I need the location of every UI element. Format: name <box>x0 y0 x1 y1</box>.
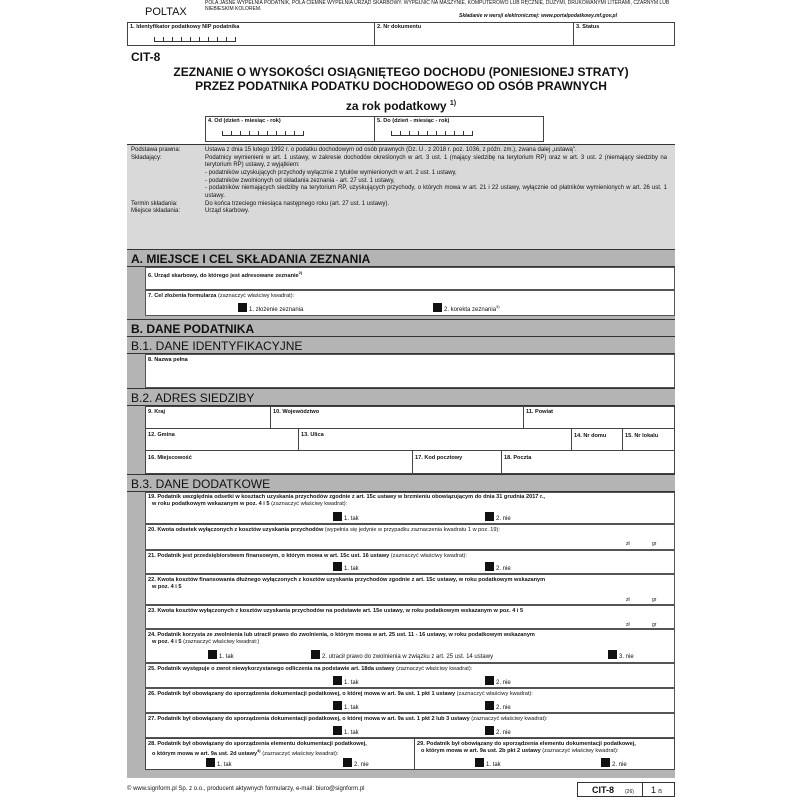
section-b1-header <box>127 337 675 354</box>
q22-zl-unit: zł <box>626 597 630 603</box>
tax-office-text: 6. Urząd skarbowy, do którego jest adresowane zeznanie <box>148 272 299 279</box>
footer-form-code-box <box>577 782 643 797</box>
q27-note: (zaznaczyć właściwy kwadrat): <box>471 716 548 722</box>
section-b2-body <box>127 406 675 474</box>
legal-row-key: Miejsce składania: <box>131 208 181 215</box>
legal-row-key <box>131 178 205 185</box>
section-a-body <box>127 267 675 319</box>
section-b3-title: B.3. DANE DODATKOWE <box>131 477 271 491</box>
legal-row-text: - podatników zwolnionych od składania zeznania - art. 27 ust. 1 ustawy, <box>205 177 395 184</box>
country-field[interactable] <box>145 406 271 429</box>
status-field <box>573 22 675 46</box>
q27-option-no[interactable] <box>485 726 511 736</box>
q27-checkbox-yes[interactable] <box>333 726 342 735</box>
tax-office-label <box>148 270 302 279</box>
q19-line-1: 19. Podatnik uwzględnia odsetki w kosztach uzyskania przychodów zgodnie z art. 15c ustawy w brzmieniu obowiązującym do dnia 31 grudnia 2017 r., <box>148 494 545 500</box>
q24-checkbox-no[interactable] <box>608 650 617 659</box>
q28-note: (zaznaczyć właściwy kwadrat): <box>262 750 339 757</box>
legal-row <box>131 170 671 177</box>
q20-gr-unit: gr <box>652 541 657 547</box>
option-filing[interactable] <box>238 303 303 313</box>
period-to-field[interactable] <box>374 116 544 142</box>
q24-line-2 <box>152 639 259 645</box>
section-b1-title: B.1. DANE IDENTYFIKACYJNE <box>131 339 303 353</box>
county-field[interactable] <box>523 406 675 429</box>
title-block <box>127 46 675 144</box>
tax-year-footnote: 1) <box>449 100 457 107</box>
q28-option-yes[interactable] <box>206 758 232 768</box>
form-code: CIT-8 <box>131 50 161 64</box>
purpose-field <box>145 290 675 316</box>
section-b1-body <box>127 354 675 388</box>
title-line-3 <box>127 99 675 113</box>
q26-label <box>148 691 533 697</box>
q29-note: (zaznaczyć właściwy kwadrat): <box>542 748 619 754</box>
checkbox-correction[interactable] <box>433 303 442 312</box>
q19-checkbox-no[interactable] <box>485 512 494 521</box>
municipality-label: 12. Gmina <box>148 432 175 438</box>
q27-yes-label: 1. tak <box>344 730 359 736</box>
q21-option-no[interactable] <box>485 562 511 572</box>
legal-row <box>131 201 671 208</box>
full-name-field[interactable] <box>145 354 675 388</box>
title-line-2: PRZEZ PODATNIKA PODATKU DOCHODOWEGO OD OSÓB PRAWNYCH <box>195 79 607 93</box>
q29-checkbox-yes[interactable] <box>475 758 484 767</box>
legal-row-key: Termin składania: <box>131 200 178 207</box>
footer-page-box <box>643 782 675 797</box>
q26-text: 26. Podatnik był obowiązany do sporządzenia dokumentacji podatkowej, o której mowa w art. 9a ust. 1 pkt 1 ustawy <box>148 691 456 697</box>
question-26 <box>145 688 675 713</box>
period-from-field[interactable] <box>205 116 375 142</box>
q28-checkbox-no[interactable] <box>343 758 352 767</box>
q27-text: 27. Podatnik był obowiązany do sporządzenia dokumentacji podatkowej, o której mowa w art. 9a ust. 1 pkt 2 lub 3 ustawy <box>148 716 470 722</box>
q21-label <box>148 553 467 559</box>
q21-option-yes[interactable] <box>333 562 359 572</box>
q29-line-2 <box>421 748 618 754</box>
legal-row-key <box>131 185 205 200</box>
option-correction-label: 2. korekta zeznania <box>444 307 497 313</box>
q21-no-label: 2. nie <box>496 566 511 572</box>
q29-no-label: 2. nie <box>612 762 627 768</box>
legal-row-text: - podatników uzyskujących przychody wyłącznie z tytułów wymienionych w art. 2 ust. 1 ustawy, <box>205 169 457 176</box>
legal-row <box>131 208 671 215</box>
section-b-title: B. DANE PODATNIKA <box>131 322 255 336</box>
purpose-note: (zaznaczyć właściwy kwadrat): <box>217 293 295 299</box>
q19-yes-label: 1. tak <box>344 516 359 522</box>
document-number-label: 2. Nr dokumentu <box>377 24 422 30</box>
tax-office-field[interactable] <box>145 267 675 290</box>
q29-yes-label: 1. tak <box>486 762 501 768</box>
footer-page-number: 1 <box>651 785 657 795</box>
legal-row-text: Podatnicy wymienieni w art. 1 ustawy, w zakresie dochodów określonych w art. 3 ust. 1 (mający siedzibę na terytorium RP) oraz w art. 3 ust. 2 (niemający siedziby na terytorium RP) ustawy, z wyjątkiem: <box>205 154 667 169</box>
q20-note: (wypełnia się jedynie w przypadku zaznaczenia kwadratu 1 w poz. 19): <box>324 527 500 533</box>
option-correction[interactable] <box>433 303 500 313</box>
q23-zl-unit: zł <box>626 622 630 628</box>
q20-zl-unit: zł <box>626 541 630 547</box>
q24-note: (zaznaczyć właściwy kwadrat:) <box>183 639 260 645</box>
nip-label: 1. Identyfikator podatkowy NIP podatnika <box>130 24 240 30</box>
post-office-label: 18. Poczta <box>504 455 532 461</box>
q27-checkbox-no[interactable] <box>485 726 494 735</box>
document-number-field <box>374 22 574 46</box>
apartment-number-field[interactable] <box>622 428 675 451</box>
question-27 <box>145 713 675 738</box>
apartment-number-label: 15. Nr lokalu <box>625 433 659 439</box>
form-page <box>127 0 675 800</box>
q20-text: 20. Kwota odsetek wyłączonych z kosztów uzyskania przychodów <box>148 527 324 533</box>
q27-label <box>148 716 547 722</box>
q29-checkbox-no[interactable] <box>601 758 610 767</box>
q25-label <box>148 666 472 672</box>
electronic-filing-text: Składanie w wersji elektronicznej: www.portalpodatkowy.mf.gov.pl <box>459 13 617 19</box>
question-29 <box>414 738 675 770</box>
footer-form-code: CIT-8 <box>592 785 615 795</box>
instructions-text: POLA JASNE WYPEŁNIA PODATNIK, POLA CIEMNE WYPEŁNIA URZĄD SKARBOWY. WYPEŁNIĆ NA MASZYNIE, KOMPUTEROWO LUB RĘCZNIE, DUŻYMI, DRUKOWANYMI LITERAMI, CZARNYM LUB NIEBIESKIM KOLOREM. <box>205 0 670 12</box>
to-tick-boxes <box>391 131 473 136</box>
q23-gr-unit: gr <box>652 622 657 628</box>
q24-lost-label: 2. utracił prawo do zwolnienia w związku z art. 25 ust. 14 ustawy <box>322 654 494 660</box>
footer-form-version: (26) <box>625 789 634 795</box>
correction-footnote: 3) <box>496 304 500 309</box>
q28-checkbox-yes[interactable] <box>206 758 215 767</box>
section-b3-body <box>127 492 675 778</box>
q20-label <box>148 527 500 533</box>
q19-option-no[interactable] <box>485 512 511 522</box>
legal-row <box>131 147 671 154</box>
q19-line-2 <box>152 501 347 507</box>
q19-text: w roku podatkowym wskazanym w poz. 4 i 5 <box>152 501 270 507</box>
full-name-label: 8. Nazwa pełna <box>148 357 188 363</box>
q28-line-1: 28. Podatnik był obowiązany do sporządzenia elementu dokumentacji podatkowej, <box>148 741 367 747</box>
nip-field[interactable] <box>127 22 375 46</box>
status-label: 3. Status <box>576 24 600 30</box>
q25-option-yes[interactable] <box>333 676 359 686</box>
q26-option-yes[interactable] <box>333 701 359 711</box>
q25-option-no[interactable] <box>485 676 511 686</box>
option-filing-label: 1. złożenie zeznania <box>249 307 304 313</box>
question-22[interactable] <box>145 574 675 605</box>
title-line-1: ZEZNANIE O WYSOKOŚCI OSIĄGNIĘTEGO DOCHODU (PONIESIONEJ STRATY) <box>173 65 629 79</box>
q19-option-yes[interactable] <box>333 512 359 522</box>
q25-yes-label: 1. tak <box>344 680 359 686</box>
question-20[interactable] <box>145 524 675 550</box>
question-28 <box>145 738 415 770</box>
section-b3-header <box>127 474 675 492</box>
tax-year-label: za rok podatkowy <box>345 99 447 113</box>
legal-row <box>131 155 671 170</box>
q21-checkbox-yes[interactable] <box>333 562 342 571</box>
section-b2-header <box>127 388 675 406</box>
section-b-header <box>127 319 675 337</box>
legal-basis-block <box>127 144 675 249</box>
q24-line-1: 24. Podatnik korzysta ze zwolnienia lub utracił prawo do zwolnienia, o którym mowa w art. 25 ust. 11 - 16 ustawy, w roku podatkowym wskazanym <box>148 632 535 638</box>
q26-no-label: 2. nie <box>496 705 511 711</box>
q22-gr-unit: gr <box>652 597 657 603</box>
q28-yes-label: 1. tak <box>217 762 232 768</box>
province-field[interactable] <box>270 406 524 429</box>
legal-row-key: Podstawa prawna: <box>131 147 181 153</box>
brand-label: POLTAX <box>145 6 187 18</box>
q29-option-no[interactable] <box>601 758 627 768</box>
street-field[interactable] <box>298 428 572 451</box>
section-a-title: A. MIEJSCE I CEL SKŁADANIA ZEZNANIA <box>131 252 371 266</box>
q24-option-yes[interactable] <box>208 650 234 660</box>
q28-no-label: 2. nie <box>354 762 369 768</box>
q24-text: w poz. 4 i 5 <box>152 639 182 645</box>
legal-row-text: Do końca trzeciego miesiąca następnego roku (art. 27 ust. 1 ustawy). <box>205 200 390 207</box>
q21-yes-label: 1. tak <box>344 566 359 572</box>
question-19 <box>145 492 675 524</box>
legal-rows <box>131 147 671 216</box>
q22-line-1: 22. Kwota kosztów finansowania dłużnego wyłączonych z kosztów uzyskania przychodów zgodnie z art. 15c ustawy, w roku podatkowym wskazanym <box>148 577 546 583</box>
form-header <box>127 0 675 22</box>
period-from-label: 4. Od (dzień - miesiąc - rok) <box>208 118 281 124</box>
question-25 <box>145 663 675 688</box>
house-number-field[interactable] <box>571 428 623 451</box>
q23-label: 23. Kwota kosztów wyłączonych z kosztów uzyskania przychodów na podstawie art. 15e ustawy, w roku podatkowym wskazanym w poz. 4 i 5 <box>148 608 524 614</box>
nip-tick-boxes <box>154 37 236 42</box>
city-field[interactable] <box>145 450 413 474</box>
house-number-label: 14. Nr domu <box>574 433 607 439</box>
q19-note: (zaznaczyć właściwy kwadrat): <box>271 501 348 507</box>
q25-text: 25. Podatnik występuje o zwrot niewykorzystanego odliczenia na podstawie art. 18da ustawy <box>148 666 395 672</box>
q26-note: (zaznaczyć właściwy kwadrat): <box>456 691 533 697</box>
from-tick-boxes <box>222 131 304 136</box>
q29-line-1: 29. Podatnik był obowiązany do sporządzenia elementu dokumentacji podatkowej, <box>417 741 636 747</box>
section-b2-title: B.2. ADRES SIEDZIBY <box>131 391 255 405</box>
question-24 <box>145 629 675 663</box>
question-23[interactable] <box>145 605 675 629</box>
q19-checkbox-yes[interactable] <box>333 512 342 521</box>
q28-option-no[interactable] <box>343 758 369 768</box>
legal-row-text: Urząd skarbowy. <box>205 208 250 215</box>
q28-text: o którym mowa w art. 9a ust. 2d ustawy <box>152 750 258 757</box>
period-to-label: 5. Do (dzień - miesiąc - rok) <box>377 118 450 124</box>
q26-checkbox-no[interactable] <box>485 701 494 710</box>
q25-checkbox-no[interactable] <box>485 676 494 685</box>
q24-option-lost[interactable] <box>311 650 493 660</box>
q22-line-2: w poz. 4 i 5 <box>152 584 182 590</box>
q28-line-2 <box>152 748 338 757</box>
municipality-field[interactable] <box>145 428 299 451</box>
q28-footnote: 4) <box>257 748 261 753</box>
q21-text: 21. Podatnik jest przedsiębiorstwem finansowym, o którym mowa w art. 15c ust. 16 ustawy <box>148 553 390 559</box>
q26-yes-label: 1. tak <box>344 705 359 711</box>
q25-note: (zaznaczyć właściwy kwadrat): <box>396 666 473 672</box>
legal-row <box>131 178 671 185</box>
county-label: 11. Powiat <box>526 409 554 415</box>
legal-row-text: - podatników niemających siedziby na terytorium RP, uzyskujących przychody, o których mowa w art. 21 i 22 ustawy, wyłącznie od płatników wymienionych w art. 26 ust. 1 ustawy. <box>205 185 667 199</box>
q24-option-no[interactable] <box>608 650 634 660</box>
q24-checkbox-lost[interactable] <box>311 650 320 659</box>
q27-option-yes[interactable] <box>333 726 359 736</box>
legal-row-key <box>131 170 205 177</box>
country-label: 9. Kraj <box>148 409 166 415</box>
legal-row <box>131 185 671 200</box>
purpose-text: 7. Cel złożenia formularza <box>148 293 217 299</box>
q19-no-label: 2. nie <box>496 516 511 522</box>
q29-option-yes[interactable] <box>475 758 501 768</box>
q26-checkbox-yes[interactable] <box>333 701 342 710</box>
section-a-header <box>127 249 675 267</box>
q24-checkbox-yes[interactable] <box>208 650 217 659</box>
q29-text: o którym mowa w art. 9a ust. 2b pkt 2 ustawy <box>421 748 541 754</box>
legal-row-text: Ustawa z dnia 15 lutego 1992 r. o podatku dochodowym od osób prawnych (Dz. U . z 2018 r. poz. 1036, z późn. zm.), zwana dalej „ustawą". <box>205 147 577 153</box>
q24-yes-label: 1. tak <box>219 654 234 660</box>
postal-code-field[interactable] <box>412 450 502 474</box>
legal-row-key: Składający: <box>131 154 162 161</box>
q24-no-label: 3. nie <box>619 654 634 660</box>
q25-no-label: 2. nie <box>496 680 511 686</box>
city-label: 16. Miejscowość <box>148 455 192 461</box>
footer-credit: © www.signform.pl Sp. z o.o., producent aktywnych formularzy, e-mail: biuro@signform.pl <box>127 786 365 792</box>
q21-note: (zaznaczyć właściwy kwadrat): <box>390 553 467 559</box>
checkbox-filing[interactable] <box>238 303 247 312</box>
post-office-field[interactable] <box>501 450 675 474</box>
form-footer <box>127 782 675 798</box>
street-label: 13. Ulica <box>301 432 324 438</box>
q26-option-no[interactable] <box>485 701 511 711</box>
purpose-label <box>148 293 294 299</box>
q25-checkbox-yes[interactable] <box>333 676 342 685</box>
province-label: 10. Województwo <box>273 409 320 415</box>
tax-office-footnote: 2) <box>298 270 303 275</box>
postal-code-label: 17. Kod pocztowy <box>415 455 463 461</box>
footer-page-total: /5 <box>658 789 663 795</box>
q21-checkbox-no[interactable] <box>485 562 494 571</box>
question-21 <box>145 550 675 574</box>
q27-no-label: 2. nie <box>496 730 511 736</box>
